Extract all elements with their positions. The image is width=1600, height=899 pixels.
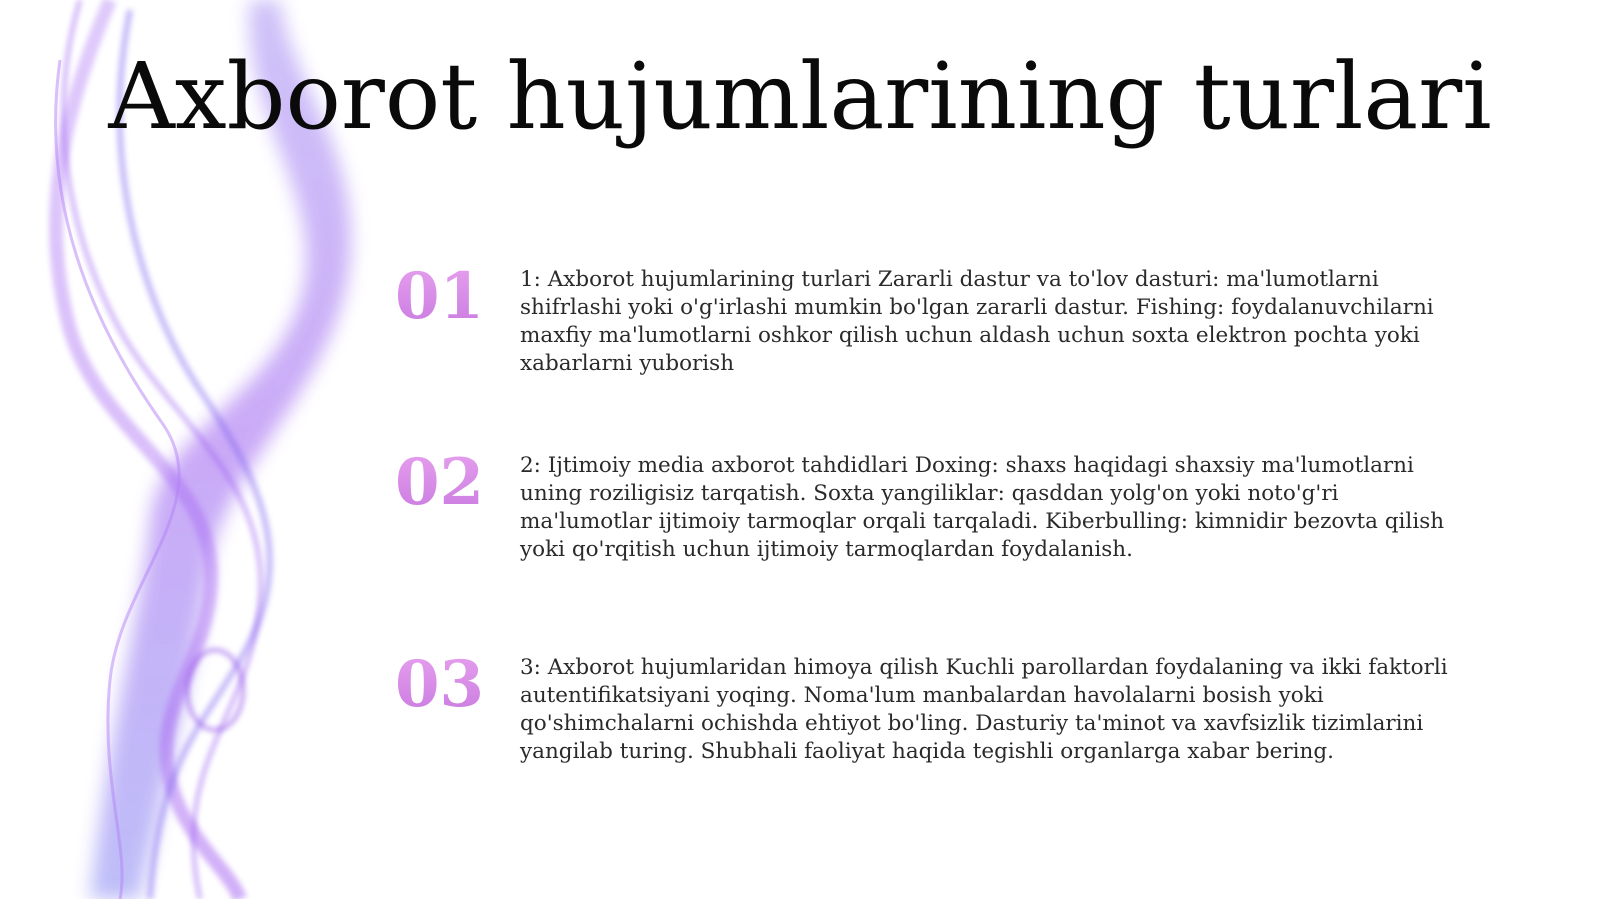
slide-title: Axborot hujumlarining turlari (108, 43, 1492, 150)
item-text: 3: Axborot hujumlaridan himoya qilish Kuchli parollardan foydalaning va ikki faktorli autentifikatsiyani yoqing. Noma'lum manbalardan havolalarni bosish yoki qo'shimchalarni ochishda ehtiyot bo'ling. Dasturiy ta'minot va xavfsizlik tizimlarini yangilab turing. Shubhali faoliyat haqida tegishli organlarga xabar bering. (520, 655, 1448, 764)
list-item-01 (395, 259, 1465, 392)
item-text: 2: Ijtimoiy media axborot tahdidlari Doxing: shaxs haqidagi shaxsiy ma'lumotlarni uning roziligisiz tarqatish. Soxta yangiliklar: qasddan yolg'on yoki noto'g'ri ma'lumotlar ijtimoiy tarmoqlar orqali tarqaladi. Kiberbulling: kimnidir bezovta qilish yoki qo'rqitish uchun ijtimoiy tarmoqlardan foydalanish. (520, 453, 1445, 562)
item-number: 03 (395, 650, 490, 720)
item-number: 02 (395, 448, 490, 518)
item-text: 1: Axborot hujumlarining turlari Zararli dastur va to'lov dasturi: ma'lumotlarni shifrlashi yoki o'g'irlashi mumkin bo'lgan zararli dastur. Fishing: foydalanuvchilarni maxfiy ma'lumotlarni oshkor qilish uchun aldash uchun soxta elektron pochta yoki xabarlarni yuborish (520, 267, 1434, 376)
list-item-02 (395, 445, 1465, 578)
list-item-03 (395, 647, 1465, 780)
item-number: 01 (395, 262, 490, 332)
